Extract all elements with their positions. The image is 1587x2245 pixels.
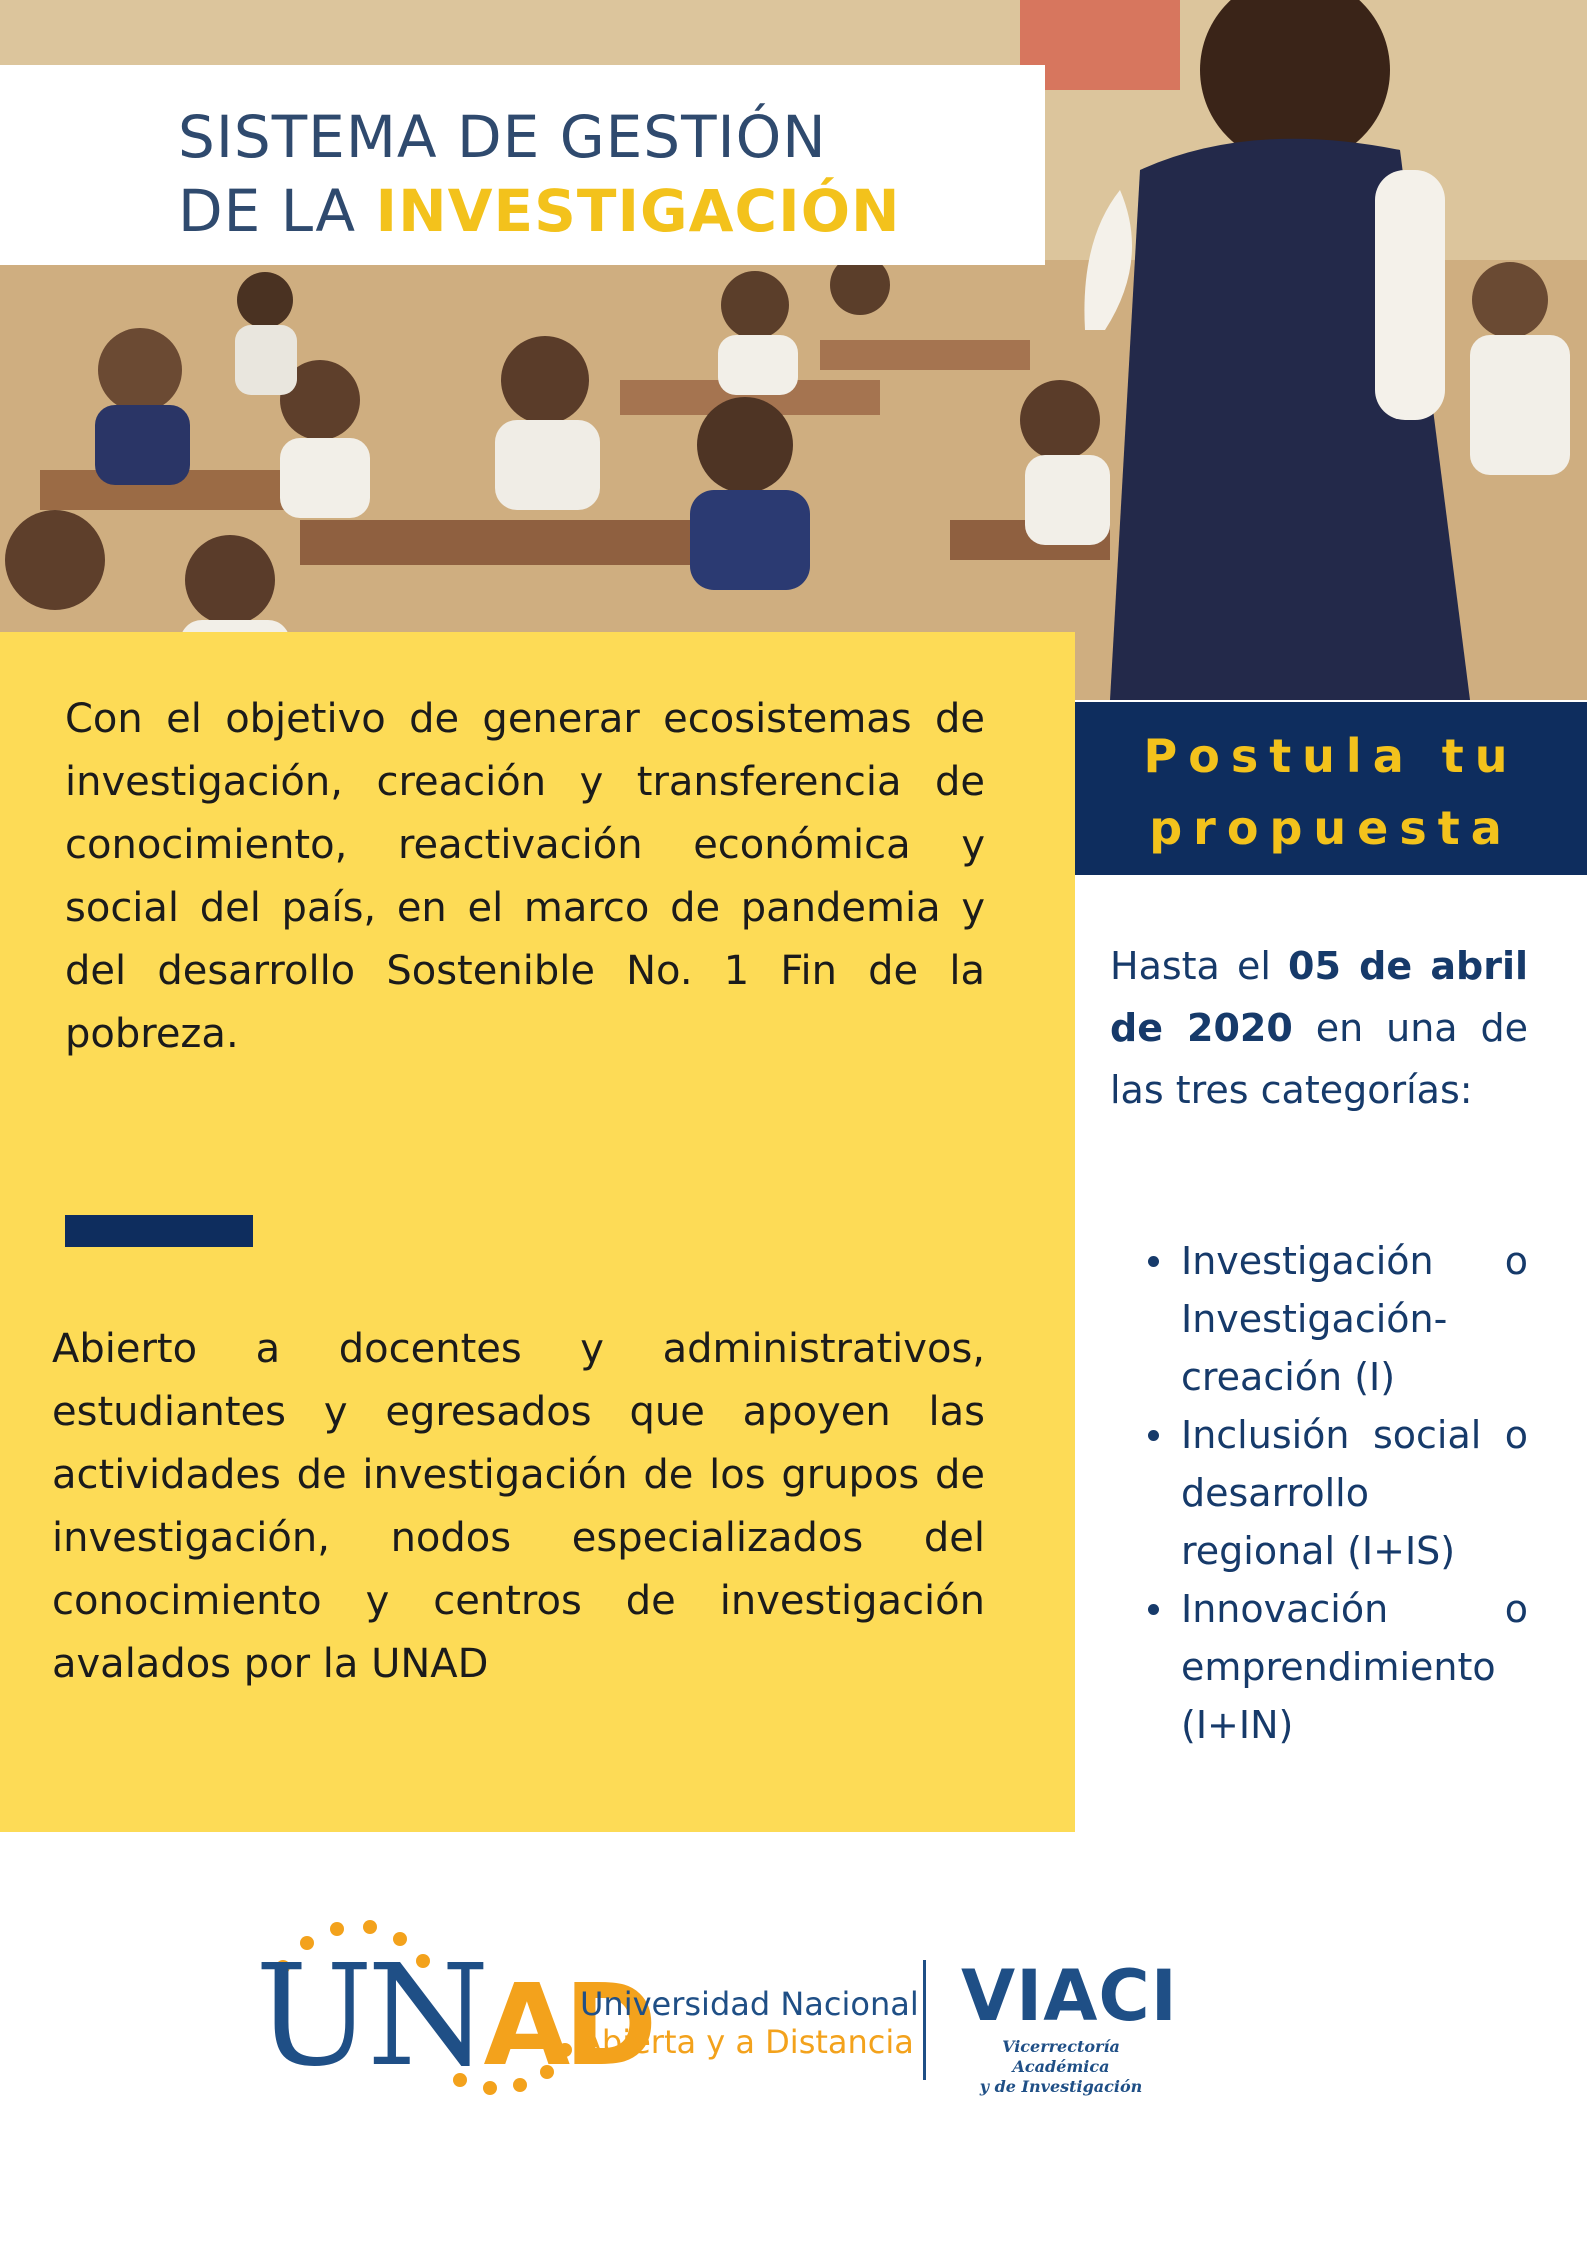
eligibility-paragraph: Abierto a docentes y administrativos, estudiantes y egresados que apoyen las actividades de investigación de los grupos de investigación, nodos especializados del conocimiento y centros de investigación avalados por la UNAD	[52, 1326, 985, 1687]
viaci-subtitle-line-2: y de Investigación	[979, 2077, 1143, 2096]
deadline-text	[1110, 935, 1528, 1121]
deadline-suffix: en una de las tres categorías:	[1110, 1006, 1528, 1112]
category-label: Inclusión social o desarrollo regional (I+IS)	[1181, 1413, 1528, 1573]
bullet-icon	[1148, 1430, 1159, 1441]
cta-title-line-1: Postula tu	[1143, 729, 1519, 783]
footer-logos	[255, 1905, 1255, 2105]
cta-title	[1075, 720, 1587, 864]
university-name-line-2: Abierta y a Distancia	[580, 2023, 914, 2061]
deadline-date: 05 de abril de 2020	[1110, 944, 1528, 1050]
intro-paragraph: Con el objetivo de generar ecosistemas de investigación, creación y transferencia de conocimiento, reactivación económica y social del país, en el marco de pandemia y del desarrollo Sostenible No. 1 Fin de la pobreza.	[65, 696, 985, 1057]
category-list	[1148, 1232, 1528, 1754]
title-line-1: SISTEMA DE GESTIÓN	[178, 103, 827, 171]
title-highlight: INVESTIGACIÓN	[375, 177, 901, 245]
bullet-icon	[1148, 1256, 1159, 1267]
viaci-subtitle	[961, 2037, 1161, 2097]
title-prefix: DE LA	[178, 177, 376, 245]
category-item	[1148, 1232, 1528, 1406]
university-name-line-1: Universidad Nacional	[580, 1985, 919, 2023]
section-divider	[65, 1215, 253, 1247]
bullet-icon	[1148, 1604, 1159, 1615]
category-label: Investigación o Investigación-creación (I)	[1181, 1239, 1528, 1399]
category-item	[1148, 1406, 1528, 1580]
unad-logo-ad: AD	[483, 1961, 652, 2091]
category-label: Innovación o emprendimiento (I+IN)	[1181, 1587, 1528, 1747]
viaci-subtitle-line-1: Vicerrectoría Académica	[1002, 2037, 1120, 2076]
unad-logo-un: UN	[255, 1935, 484, 2098]
title-banner	[0, 65, 1045, 265]
cta-title-line-2: propuesta	[1149, 801, 1513, 855]
viaci-logo: VIACI	[961, 1955, 1178, 2037]
logo-separator	[923, 1960, 926, 2080]
deadline-prefix: Hasta el	[1110, 944, 1288, 988]
title-line-2	[178, 177, 901, 245]
category-item	[1148, 1580, 1528, 1754]
